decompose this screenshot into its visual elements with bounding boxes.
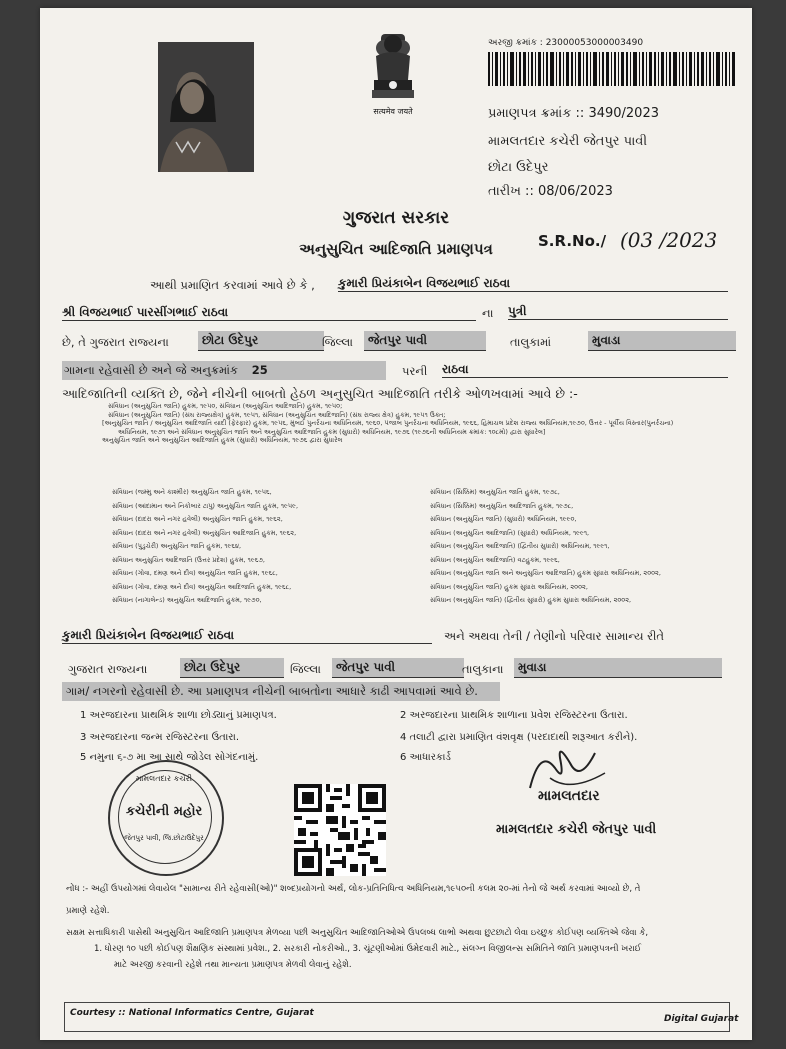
document-item: 4 તલાટી દ્વારા પ્રમાણિત વંશવૃક્ષ (પરદાદાથી શરૂઆત કરીને). <box>400 732 638 743</box>
act-item: સંવિધાન (અનુસુચિત આદિજાતિ) વટહુકમ, ૧૯૯૬, <box>430 555 560 564</box>
applicant-name: કુમારી પ્રિયંકાબેન વિજયભાઈ રાઠવા <box>338 276 728 292</box>
act-item: સંવિધાન અનુસુચિત આદિજાતિ (ઉત્તર પ્રદેશ) હુકમ, ૧૯૬૭, <box>112 555 265 564</box>
act-item: સંવિધાન (પુડુચેરી) અનુસુચિત જાતિ હુકમ, ૧૯૬૪, <box>112 542 242 550</box>
act-line: અનુસુચિત જાતિ અને અનુસુચિત આદિજાતિ હુકમ (સુધારો) અધિનિયમ, ૧૯૭૬ દ્વારા સુધારેલ <box>102 436 343 444</box>
state-label: છે, તે ગુજરાત રાજ્યના <box>62 335 169 349</box>
taluka-value-2: જેતપુર પાવી <box>332 658 464 678</box>
note-1b: પ્રમાણે રહેશે. <box>66 906 110 916</box>
act-item: સંવિધાન (અનુસુચિત જાતિ) હુકમ સુધારા અધિનિયમ, ૨૦૦૨, <box>430 582 588 591</box>
act-item: સંવિધાન (અનુસુચિત જાતિ) (સુધારો) અધિનિયમ, ૧૯૯૦, <box>430 515 577 523</box>
footer-brand: Digital Gujarat <box>664 1014 739 1024</box>
barcode <box>488 52 736 86</box>
document-item: 6 આધારકાર્ડ <box>400 752 451 763</box>
certify-label: આથી પ્રમાણિત કરવામાં આવે છે કે , <box>150 278 315 292</box>
act-item: સંવિધાન (ગોવા, દમણ અને દીવ) અનુસુચિત આદિજાતિ હુકમ, ૧૯૬૮, <box>112 582 292 591</box>
resident-label-text: ગામના રહેવાસી છે અને જે અનુક્રમાંક <box>64 363 239 377</box>
na-label: ના <box>482 306 494 320</box>
issuing-office: મામલતદાર કચેરી જેતપુર પાવી <box>488 134 648 149</box>
signatory-office: મામલતદાર કચેરી જેતપુર પાવી <box>496 822 657 837</box>
act-item: સંવિધાન (સિક્કિમ) અનુસુચિત આદિજાતિ હુકમ, ૧૯૭૮, <box>430 501 574 510</box>
relation: પુત્રી <box>508 304 728 320</box>
qr-code <box>294 784 386 876</box>
seal-bottom-text: જેતપુર પાવી, જિ.છોટાઉદેપુર <box>124 834 204 842</box>
government-title: ગુજરાત સરકાર <box>342 208 450 228</box>
document-item: 5 નમુના ૬-૭ મા આ સાથે જોડેલ સોગંદનામું. <box>80 752 259 763</box>
intro-text: આદિજાતિની વ્યક્તિ છે, જેને નીચેની બાબતો હેઠળ અનુસુચિત આદિજાતિ તરીકે ઓળખવામાં આવે છે :- <box>62 386 578 401</box>
note-3: 1. ધોરણ ૧૦ પછી કોઈપણ શૈક્ષણિક સંસ્થામાં પ્રવેશ., 2. સરકારી નોકરીઓ., 3. ચૂંટણીઓમાં ઉમેદવારી માટે., સંલગ્ન વિજીલન્સ સમિતિને જાતિ પ્રમાણપત્રની ખરાઈ <box>94 944 642 954</box>
act-line: સંવિધાન (અનુસુચિત જાતિ) (સંઘ રાજ્યક્ષેત્ર) હુકમ, ૧૯૫૧, સંવિધાન (અનુસુચિત આદિજાતિ) (સંઘ રાજ્ય ક્ષેત્ર) હુકમ, ૧૯૫૧ ઉક્ત; <box>108 410 446 419</box>
issue-date: તારીખ :: 08/06/2023 <box>488 184 613 199</box>
basis-text: ગામ/ નગરનો રહેવાસી છે. આ પ્રમાણપત્ર નીચેની બાબતોના આધારે કાઢી આપવામાં આવે છે. <box>62 682 500 701</box>
sr-number-label: S.R.No./ <box>538 232 607 250</box>
issuing-district: છોટા ઉદેપુર <box>488 160 549 175</box>
application-number: અરજી ક્રમાંક : 23000053000003490 <box>488 38 644 48</box>
acts-paragraph <box>102 402 728 445</box>
national-emblem-icon <box>360 26 426 126</box>
family-text: અને અથવા તેની / તેણીનો પરિવાર સામાન્ય રીતે <box>444 629 665 643</box>
signatory-title: મામલતદાર <box>538 788 600 804</box>
emblem-motto: सत्यमेव जयते <box>373 107 413 116</box>
taluka-label-2: તાલુકાના <box>462 662 504 676</box>
seal-top-text: મામલતદાર કચેરી <box>135 774 193 783</box>
document-item: 2 અરજદારના પ્રાથમિક શાળાના પ્રવેશ રજિસ્ટરના ઉતારા. <box>400 710 628 721</box>
resident-label <box>62 361 386 380</box>
note-4: માટે અરજી કરવાની રહેશે તથા માન્યતા પ્રમાણપત્ર મેળવી લેવાનું રહેશે. <box>114 960 352 970</box>
act-item: સંવિધાન (અનુસુચિત આદિજાતિ) (સુધારો) અધિનિયમ, ૧૯૯૧, <box>430 528 590 537</box>
footer-courtesy: Courtesy :: National Informatics Centre, Gujarat <box>70 1008 314 1018</box>
act-item: સંવિધાન (દાદરા અને નગર હવેલી) અનુસુચિત આદિજાતિ હુકમ, ૧૯૬૨, <box>112 528 297 537</box>
act-item: સંવિધાન (અનુસુચિત આદિજાતિ) (દ્વિતીય સુધારો) અધિનિયમ, ૧૯૯૧, <box>430 542 610 550</box>
document-item: 3 અરજદારના જન્મ રજિસ્ટરના ઉતારા. <box>80 732 240 743</box>
acts-right-list <box>430 486 730 608</box>
document-item: 1 અરજદારના પ્રાથમિક શાળા છોડ્યાનું પ્રમાણપત્ર. <box>80 710 277 721</box>
seal-center-text: કચેરીની મહોર <box>125 804 203 819</box>
certificate-number: પ્રમાણપત્ર ક્રમાંક :: 3490/2023 <box>488 106 659 121</box>
act-item: સંવિધાન (અનુસુચિત જાતિ અને અનુસુચિત આદિજાતિ) હુકમ સુધારા અધિનિયમ, ૨૦૦૨, <box>430 569 661 577</box>
sr-number-handwritten: (03 /2023 <box>620 228 718 252</box>
taluka-value: જેતપુર પાવી <box>364 331 486 351</box>
district-value: છોટા ઉદેપુર <box>198 331 324 351</box>
village-value: મુવાડા <box>588 331 736 351</box>
note-1: નોંધ :- અહીં ઉપયોગમાં લેવાયેલ "સામાન્ય રીતે રહેવાસી(ઓ)" શબ્દપ્રયોગનો અર્થ, લોક-પ્રતિનિધિત્વ અધિનિયમ,૧૯૫૦ની કલમ ૨૦-માં તેનો જે અર્થ કરવામાં આવ્યો છે, તે <box>66 884 641 894</box>
village-value-2: મુવાડા <box>514 658 722 678</box>
applicant-photo <box>158 42 254 172</box>
certificate-page <box>40 8 752 1040</box>
serial-number: 25 <box>251 363 268 377</box>
caste-label: પરની <box>402 364 428 378</box>
act-item: સંવિધાન (આંદામાન અને નિકોબાર ટાપુ) અનુસુચિત જાતિ હુકમ, ૧૯૫૯, <box>112 501 299 510</box>
act-item: સંવિધાન (દાદરા અને નગર હવેલી) અનુસુચિત જાતિ હુકમ, ૧૯૬૨, <box>112 515 283 523</box>
act-item: સંવિધાન (ગોવા, દમણ અને દીવ) અનુસુચિત જાતિ હુકમ, ૧૯૬૮, <box>112 569 278 577</box>
act-line: [અનુસુચિત જાતિ / અનુસુચિત આદિજાતિ યાદી (ફેરફાર) હુકમ, ૧૯૫૬, મુંબઈ પુનર્રચના અધિનિયમ, ૧૯૬૦, પંજાબ પુનર્રચના અધિનિયમ, ૧૯૬૬, હિમાચલ પ્રદેશ રાજ્ય અધિનિયમ,૧૯૭૦, ઉત્તર - પૂર્વીય વિસ્તાર(પુનર્રચના) <box>102 419 674 427</box>
act-item: સંવિધાન (જમ્મુ અને કાશ્મીર) અનુસુચિત જાતિ હુકમ, ૧૯૫૬, <box>112 488 272 496</box>
act-item: સંવિધાન (નાગાલેન્ડ) અનુસુચિત આદિજાતિ હુકમ, ૧૯૭૦, <box>112 596 262 604</box>
act-line: સંવિધાન (અનુસુચિત જાતિ) હુકમ, ૧૯૫૦, સંવિધાન (અનુસુચિત આદિજાતિ) હુકમ, ૧૯૫૦; <box>108 402 343 410</box>
act-item: સંવિધાન (અનુસુચિત જાતિ) (દ્વિતીય સુધારો) હુકમ સુધારા અધિનિયમ, ૨૦૦૨, <box>430 596 632 604</box>
certificate-title: અનુસુચિત આદિજાતિ પ્રમાણપત્ર <box>299 240 493 258</box>
acts-left-list <box>112 486 372 608</box>
father-name: શ્રી વિજયભાઈ પારસીંગભાઈ રાઠવા <box>62 305 476 321</box>
applicant-name-2: કુમારી પ્રિયંકાબેન વિજયભાઈ રાઠવા <box>62 628 432 644</box>
taluka-label: તાલુકામાં <box>510 335 552 349</box>
act-item: સંવિધાન (સિક્કિમ) અનુસુચિત જાતિ હુકમ, ૧૯૭૮, <box>430 488 560 496</box>
jilla-label-2: જિલ્લા <box>290 662 321 676</box>
state-label-2: ગુજરાત રાજ્યના <box>68 662 148 676</box>
note-2: સક્ષમ સત્તાધિકારી પાસેથી અનુસુચિત આદિજાતિ પ્રમાણપત્ર મેળવ્યા પછી અનુસુચિત આદિજાતિઓએ ઉપલબ્ધ લાભો અથવા છુટછાટો લેવા ઇચ્છુક કોઈપણ વ્યક્તિએ જેવા કે, <box>66 928 649 938</box>
act-line: અધિનિયમ, ૧૯૭૧ અને સંવિધાન અનુસુચિત જાતિ અને અનુસુચિત આદિજાતિ હુકમ (સુધારો) અધિનિયમ, ૧૯૭૬ (૧૯૭૬ની અધિનિયમ ક્રમાંક: ૧૦૮મો) દ્વારા સુધારેલ] <box>118 427 546 436</box>
jilla-label: જિલ્લા <box>322 335 353 349</box>
district-value-2: છોટા ઉદેપુર <box>180 658 284 678</box>
caste-value: રાઠવા <box>442 362 728 378</box>
